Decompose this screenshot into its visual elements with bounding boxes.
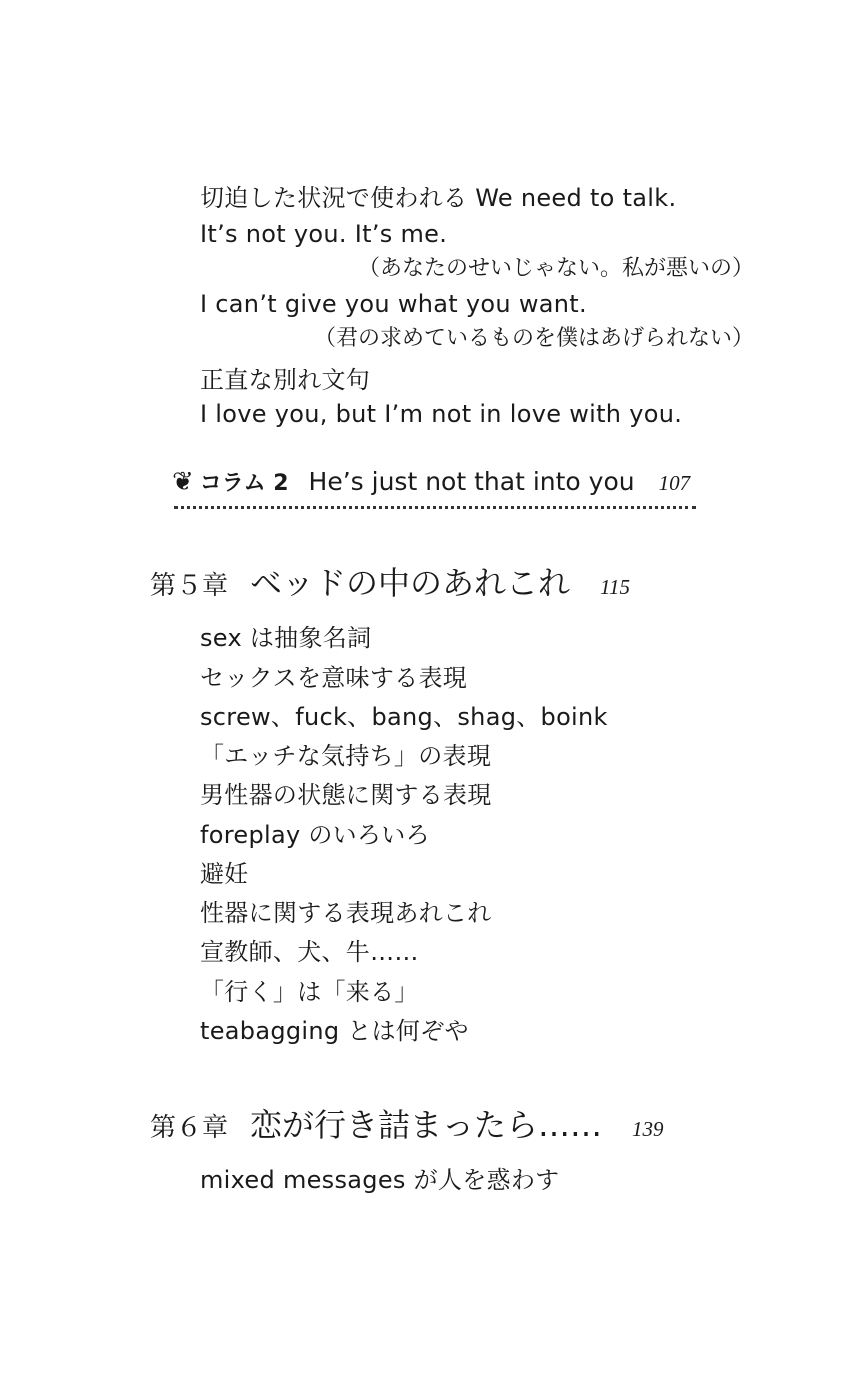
chapter-title: 恋が行き詰まったら……	[250, 1106, 603, 1144]
chapter-6-heading	[150, 1100, 664, 1146]
column-title: He’s just not that into you	[308, 467, 635, 496]
toc-item: 宣教師、犬、牛……	[200, 938, 419, 966]
toc-item: sex は抽象名詞	[200, 624, 372, 652]
toc-item-translation: （あなたのせいじゃない。私が悪いの）	[357, 256, 754, 281]
toc-item: 性器に関する表現あれこれ	[200, 899, 492, 927]
toc-item: teabagging とは何ぞや	[200, 1017, 469, 1045]
chapter-title: ベッドの中のあれこれ	[250, 564, 571, 602]
chapter-page-number: 115	[600, 575, 630, 599]
toc-item: 切迫した状況で使われる We need to talk.	[200, 184, 677, 212]
toc-item: 正直な別れ文句	[200, 366, 371, 394]
column-label: コラム 2	[199, 471, 289, 496]
toc-item: 避妊	[200, 860, 249, 888]
toc-item: 男性器の状態に関する表現	[200, 781, 492, 809]
toc-item: I can’t give you what you want.	[200, 290, 587, 318]
toc-item: screw、fuck、bang、shag、boink	[200, 703, 608, 731]
column-entry	[172, 466, 690, 506]
toc-item: I love you, but I’m not in love with you.	[200, 400, 683, 428]
toc-item: 「エッチな気持ち」の表現	[200, 742, 492, 770]
chapter-label: 第６章	[150, 1113, 229, 1143]
column-page-number: 107	[658, 471, 691, 495]
toc-item: 「行く」は「来る」	[200, 978, 419, 1006]
chapter-page-number: 139	[632, 1117, 664, 1141]
toc-item-translation: （君の求めているものを僕はあげられない）	[313, 326, 754, 351]
toc-item: mixed messages が人を惑わす	[200, 1166, 560, 1194]
chapter-5-heading	[150, 558, 630, 604]
toc-item: セックスを意味する表現	[200, 664, 468, 692]
toc-item: foreplay のいろいろ	[200, 821, 430, 849]
toc-item: It’s not you. It’s me.	[200, 220, 448, 248]
chapter-label: 第５章	[150, 571, 229, 601]
dotted-divider	[174, 506, 696, 509]
heart-ornament-icon: ❦	[172, 467, 194, 497]
